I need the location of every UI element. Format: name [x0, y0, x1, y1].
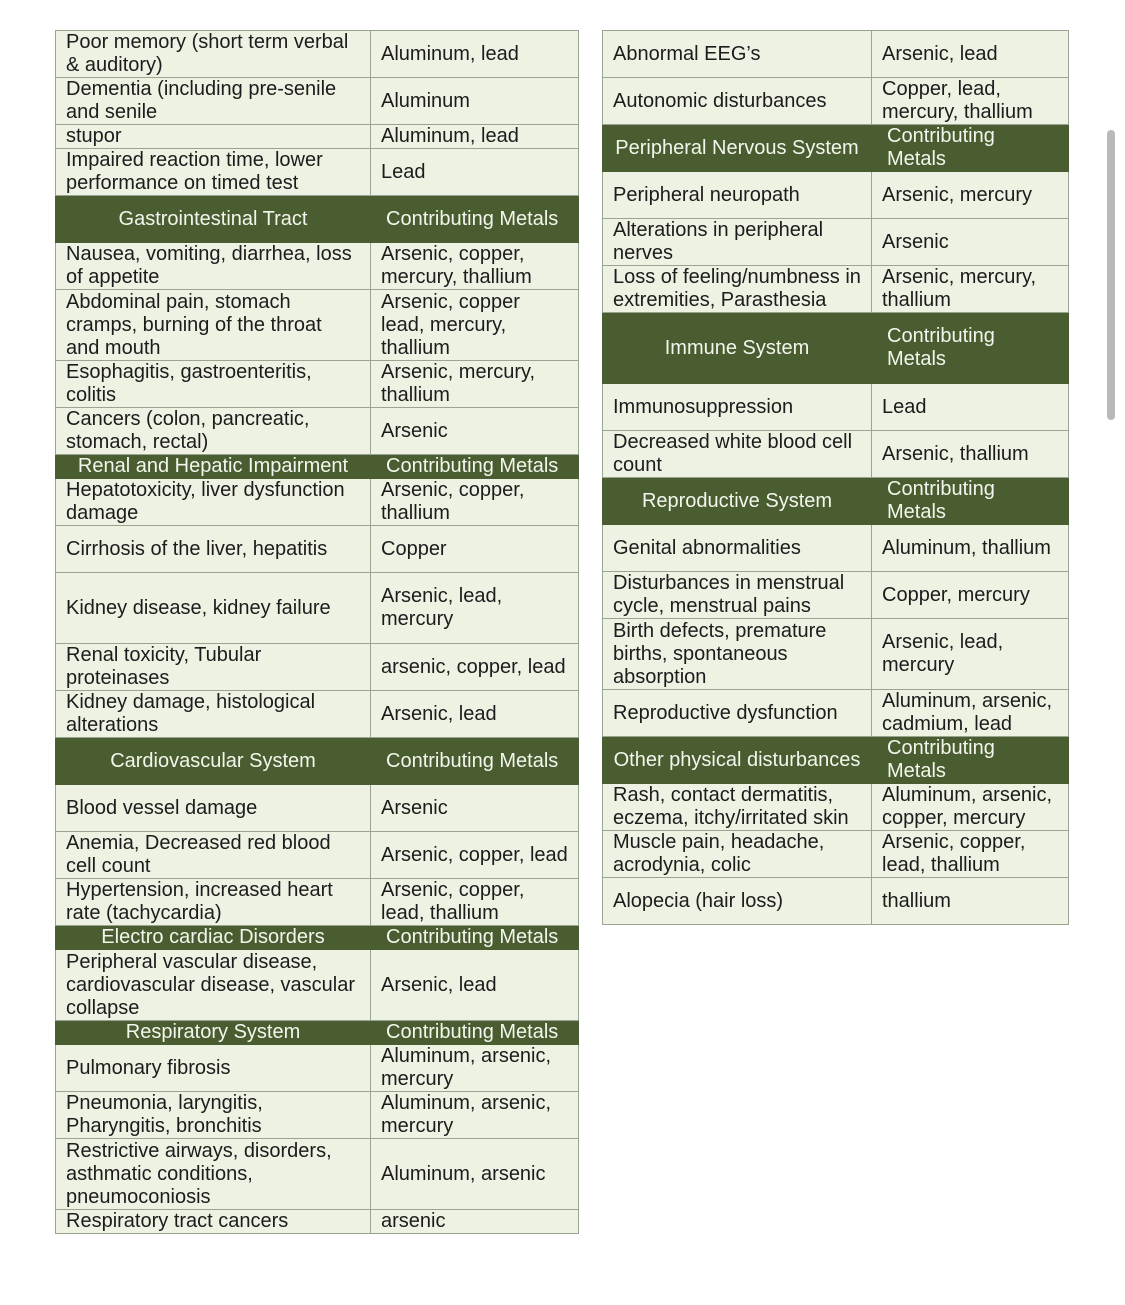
symptom-cell: Respiratory tract cancers [56, 1210, 371, 1234]
table-row [56, 1092, 579, 1139]
section-header-row [56, 1021, 579, 1045]
metals-cell: arsenic, copper, lead [371, 644, 579, 691]
contributing-metals-header: Contributing Metals [872, 737, 1069, 784]
table-row [56, 149, 579, 196]
metals-cell: Aluminum [371, 78, 579, 125]
metals-cell: Arsenic, mercury, thallium [371, 361, 579, 408]
metals-cell: Arsenic, lead, mercury [872, 619, 1069, 690]
metals-cell: Aluminum, lead [371, 125, 579, 149]
right-table-body [603, 31, 1069, 925]
metals-cell: Arsenic [872, 219, 1069, 266]
table-row [603, 572, 1069, 619]
table-row [603, 78, 1069, 125]
table-row [603, 219, 1069, 266]
symptom-cell: Loss of feeling/numbness in extremities, Parasthesia [603, 266, 872, 313]
table-row [56, 290, 579, 361]
symptom-cell: Abnormal EEG’s [603, 31, 872, 78]
symptom-cell: Pulmonary fibrosis [56, 1045, 371, 1092]
table-row [56, 1139, 579, 1210]
symptom-cell: Blood vessel damage [56, 785, 371, 832]
table-row [56, 1045, 579, 1092]
symptom-cell: Nausea, vomiting, diarrhea, loss of appetite [56, 243, 371, 290]
symptom-cell: Anemia, Decreased red blood cell count [56, 832, 371, 879]
metals-cell: Arsenic, lead, mercury [371, 573, 579, 644]
symptom-cell: Autonomic disturbances [603, 78, 872, 125]
section-header-row [603, 125, 1069, 172]
table-row [56, 644, 579, 691]
section-header-row [603, 478, 1069, 525]
symptom-cell: Poor memory (short term verbal & auditory) [56, 31, 371, 78]
metals-cell: Copper, mercury [872, 572, 1069, 619]
symptom-cell: Genital abnormalities [603, 525, 872, 572]
section-header-row [56, 196, 579, 243]
symptom-cell: Kidney damage, histological alterations [56, 691, 371, 738]
symptom-cell: Immunosuppression [603, 384, 872, 431]
metals-cell: Arsenic, copper, lead, thallium [371, 879, 579, 926]
contributing-metals-header: Contributing Metals [872, 125, 1069, 172]
contributing-metals-header: Contributing Metals [872, 478, 1069, 525]
metals-cell: Lead [371, 149, 579, 196]
table-row [603, 784, 1069, 831]
metals-cell: Arsenic, thallium [872, 431, 1069, 478]
contributing-metals-header: Contributing Metals [371, 738, 579, 785]
table-row [603, 525, 1069, 572]
table-row [56, 573, 579, 644]
section-title: Respiratory System [56, 1021, 371, 1045]
table-row [56, 691, 579, 738]
table-row [603, 384, 1069, 431]
symptom-cell: Hepatotoxicity, liver dysfunction damage [56, 479, 371, 526]
table-row [603, 31, 1069, 78]
symptom-cell: Alterations in peripheral nerves [603, 219, 872, 266]
metals-cell: Arsenic, copper, thallium [371, 479, 579, 526]
symptom-cell: Birth defects, premature births, spontaneous absorption [603, 619, 872, 690]
symptom-cell: Dementia (including pre-senile and senile [56, 78, 371, 125]
contributing-metals-header: Contributing Metals [371, 1021, 579, 1045]
metals-cell: Arsenic, copper lead, mercury, thallium [371, 290, 579, 361]
metals-cell: Arsenic, copper, lead [371, 832, 579, 879]
metals-cell: Aluminum, thallium [872, 525, 1069, 572]
symptom-cell: Renal toxicity, Tubular proteinases [56, 644, 371, 691]
left-symptom-table [55, 30, 579, 1234]
metals-cell: Arsenic [371, 408, 579, 455]
symptom-cell: stupor [56, 125, 371, 149]
metals-cell: Arsenic, lead [371, 691, 579, 738]
table-row [56, 526, 579, 573]
section-header-row [56, 738, 579, 785]
table-row [603, 690, 1069, 737]
symptom-cell: Peripheral neuropath [603, 172, 872, 219]
symptom-cell: Kidney disease, kidney failure [56, 573, 371, 644]
left-table-body [56, 31, 579, 1234]
vertical-scrollbar[interactable] [1107, 130, 1115, 420]
metals-cell: Arsenic, copper, lead, thallium [872, 831, 1069, 878]
metals-cell: Aluminum, arsenic, mercury [371, 1045, 579, 1092]
section-title: Peripheral Nervous System [603, 125, 872, 172]
contributing-metals-header: Contributing Metals [371, 926, 579, 950]
contributing-metals-header: Contributing Metals [371, 196, 579, 243]
symptom-cell: Muscle pain, headache, acrodynia, colic [603, 831, 872, 878]
section-title: Other physical disturbances [603, 737, 872, 784]
symptom-cell: Reproductive dysfunction [603, 690, 872, 737]
metals-cell: Copper, lead, mercury, thallium [872, 78, 1069, 125]
table-row [603, 172, 1069, 219]
section-header-row [56, 926, 579, 950]
contributing-metals-header: Contributing Metals [371, 455, 579, 479]
symptom-cell: Cirrhosis of the liver, hepatitis [56, 526, 371, 573]
metals-cell: thallium [872, 878, 1069, 925]
section-title: Gastrointestinal Tract [56, 196, 371, 243]
table-row [603, 431, 1069, 478]
symptom-cell: Disturbances in menstrual cycle, menstrual pains [603, 572, 872, 619]
table-row [56, 950, 579, 1021]
table-row [56, 125, 579, 149]
metals-cell: Arsenic, copper, mercury, thallium [371, 243, 579, 290]
metals-cell: Arsenic, mercury, thallium [872, 266, 1069, 313]
metals-cell: Aluminum, arsenic [371, 1139, 579, 1210]
symptom-cell: Alopecia (hair loss) [603, 878, 872, 925]
metals-cell: Copper [371, 526, 579, 573]
metals-cell: Arsenic, mercury [872, 172, 1069, 219]
section-title: Renal and Hepatic Impairment [56, 455, 371, 479]
table-row [56, 78, 579, 125]
symptom-cell: Impaired reaction time, lower performance on timed test [56, 149, 371, 196]
contributing-metals-header: Contributing Metals [872, 313, 1069, 384]
table-row [603, 266, 1069, 313]
section-header-row [603, 737, 1069, 784]
symptom-cell: Rash, contact dermatitis, eczema, itchy/irritated skin [603, 784, 872, 831]
table-row [603, 831, 1069, 878]
table-row [56, 785, 579, 832]
symptom-cell: Cancers (colon, pancreatic, stomach, rectal) [56, 408, 371, 455]
symptom-cell: Decreased white blood cell count [603, 431, 872, 478]
metals-cell: Lead [872, 384, 1069, 431]
metals-cell: Aluminum, arsenic, mercury [371, 1092, 579, 1139]
table-row [56, 243, 579, 290]
symptom-cell: Esophagitis, gastroenteritis, colitis [56, 361, 371, 408]
table-row [56, 479, 579, 526]
section-header-row [56, 455, 579, 479]
table-row [56, 408, 579, 455]
metals-cell: arsenic [371, 1210, 579, 1234]
table-row [56, 832, 579, 879]
metals-cell: Arsenic, lead [371, 950, 579, 1021]
section-title: Immune System [603, 313, 872, 384]
symptom-cell: Hypertension, increased heart rate (tachycardia) [56, 879, 371, 926]
symptom-cell: Abdominal pain, stomach cramps, burning of the throat and mouth [56, 290, 371, 361]
table-row [56, 879, 579, 926]
metals-cell: Arsenic, lead [872, 31, 1069, 78]
metals-cell: Aluminum, lead [371, 31, 579, 78]
metals-cell: Aluminum, arsenic, cadmium, lead [872, 690, 1069, 737]
right-symptom-table [602, 30, 1069, 925]
symptom-cell: Pneumonia, laryngitis, Pharyngitis, bronchitis [56, 1092, 371, 1139]
symptom-cell: Peripheral vascular disease, cardiovascular disease, vascular collapse [56, 950, 371, 1021]
section-title: Reproductive System [603, 478, 872, 525]
metals-cell: Arsenic [371, 785, 579, 832]
table-row [56, 31, 579, 78]
section-header-row [603, 313, 1069, 384]
table-row [603, 878, 1069, 925]
metals-cell: Aluminum, arsenic, copper, mercury [872, 784, 1069, 831]
section-title: Electro cardiac Disorders [56, 926, 371, 950]
symptom-cell: Restrictive airways, disorders, asthmatic conditions, pneumoconiosis [56, 1139, 371, 1210]
table-row [603, 619, 1069, 690]
table-row [56, 361, 579, 408]
section-title: Cardiovascular System [56, 738, 371, 785]
table-row [56, 1210, 579, 1234]
